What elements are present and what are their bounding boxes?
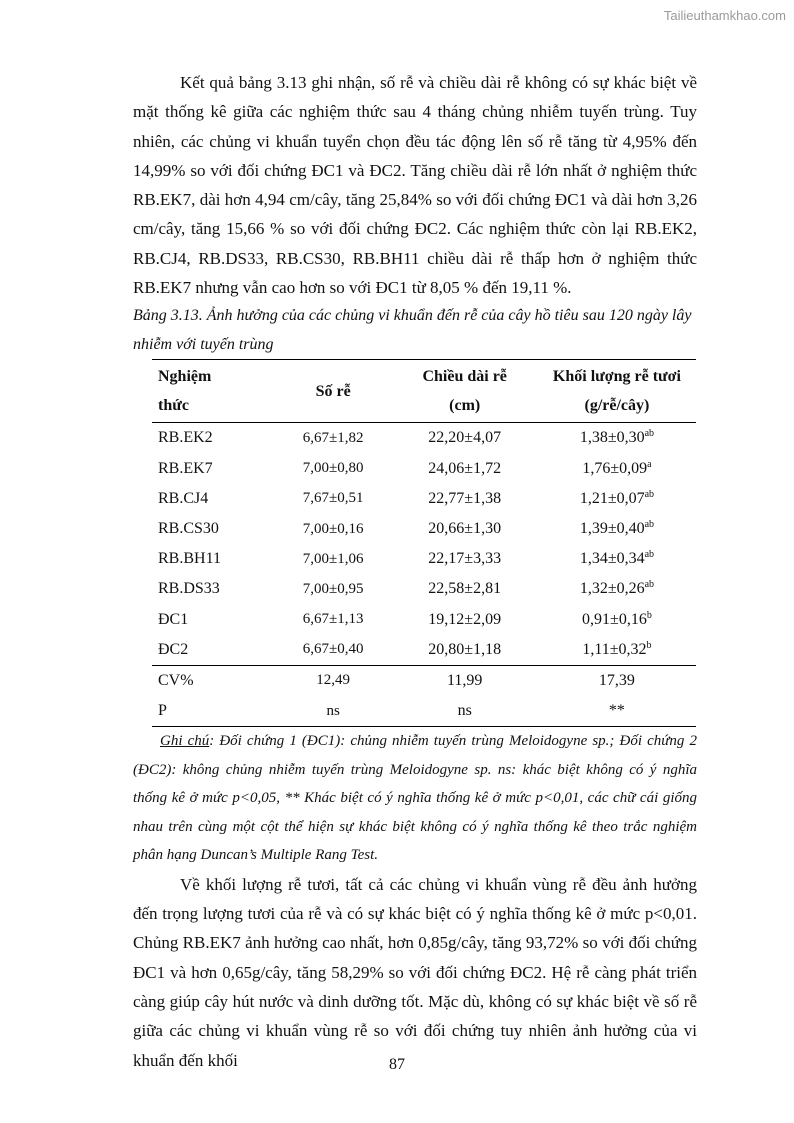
table-row [152, 423, 696, 454]
significance-letter: ab [644, 488, 655, 500]
cell-root-count: 6,67±1,82 [302, 429, 364, 446]
page-number: 87 [389, 1056, 405, 1073]
row-name: RB.EK7 [158, 459, 213, 477]
p-label: P [152, 696, 275, 727]
table-row [152, 454, 696, 484]
significance-letter: ab [644, 549, 655, 561]
page-content [133, 68, 697, 1075]
watermark: Tailieuthamkhao.com [663, 8, 786, 23]
row-name: RB.BH11 [158, 550, 221, 568]
table-row [152, 514, 696, 544]
cell-root-weight: 1,76±0,09$^a$ [582, 458, 652, 477]
row-name: RB.CS30 [158, 520, 219, 538]
table-row [152, 544, 696, 574]
significance-letter: ab [644, 428, 655, 440]
cv-row [152, 665, 696, 696]
cv-root-count: 12,49 [316, 672, 351, 689]
cell-root-weight: 1,21±0,07$^{ab}$ [579, 488, 655, 507]
row-name: RB.CJ4 [158, 489, 209, 507]
significance-letter: a [647, 458, 652, 470]
significance-letter: ab [644, 519, 655, 531]
cell-root-count: 6,67±0,40 [275, 635, 392, 666]
p-root-count: ns [275, 696, 392, 727]
row-name: ĐC2 [152, 635, 275, 666]
cell-root-weight: 1,32±0,26$^{ab}$ [579, 579, 655, 598]
table-header-row [152, 360, 696, 423]
p-row [152, 696, 696, 727]
p-root-weight: ** [538, 696, 696, 727]
cell-root-count: 7,00±1,06 [302, 550, 364, 567]
cell-root-length: 20,66±1,30 [428, 520, 502, 538]
header-root-weight: Khối lượng rễ tươi (g/rễ/cây) [538, 360, 696, 423]
row-name: RB.DS33 [158, 580, 220, 598]
table-caption: Bảng 3.13. Ảnh hưởng của các chủng vi khuẩn đến rễ của cây hồ tiêu sau 120 ngày lây nhiễm với tuyến trùng [133, 307, 692, 353]
cell-root-length: 22,20±4,07 [428, 429, 502, 447]
header-root-count: Số rễ [275, 360, 392, 423]
cell-root-count: 7,00±0,95 [302, 580, 364, 597]
paragraph-results-roots: Kết quả bảng 3.13 ghi nhận, số rễ và chiều dài rễ không có sự khác biệt về mặt thống kê giữa các nghiệm thức sau 4 tháng chủng nhiễm tuyến trùng. Tuy nhiên, các chủng vi khuẩn tuyển chọn đều tác động lên số rễ tăng từ 4,95% đến 14,99% so với đối chứng ĐC1 và ĐC2. Tăng chiều dài rễ lớn nhất ở nghiệm thức RB.EK7, dài hơn 4,94 cm/cây, tăng 25,84% so với đối chứng ĐC1 và dài hơn 3,26 cm/cây, tăng 15,66 % so với đối chứng ĐC2. Các nghiệm thức còn lại RB.EK2, RB.CJ4, RB.DS33, RB.CS30, RB.BH11 chiều dài rễ thấp hơn ở nghiệm thức RB.EK7 nhưng vẫn cao hơn so với ĐC1 từ 8,05 % đến 19,11 %. [133, 73, 697, 298]
cell-root-length: 22,17±3,33 [428, 550, 502, 568]
cell-root-count: 7,00±0,80 [302, 460, 364, 477]
note-label: Ghi chú [160, 733, 210, 750]
table-row [152, 605, 696, 635]
cell-root-weight: 1,34±0,34$^{ab}$ [579, 549, 655, 568]
cell-root-length: 20,80±1,18 [392, 635, 538, 666]
cell-root-count: 7,67±0,51 [302, 490, 364, 507]
row-name: ĐC1 [158, 610, 189, 628]
cell-root-weight: 1,38±0,30$^{ab}$ [579, 428, 655, 447]
cell-root-length: 24,06±1,72 [428, 459, 502, 477]
significance-letter: b [646, 639, 652, 651]
cv-root-length: 11,99 [446, 671, 483, 689]
cell-root-count: 7,00±0,16 [302, 520, 364, 537]
paragraph-root-weight: Về khối lượng rễ tươi, tất cả các chủng vi khuẩn vùng rễ đều ảnh hưởng đến trọng lượng tươi của rễ và có sự khác biệt có ý nghĩa thống kê ở mức p<0,01. Chủng RB.EK7 ảnh hưởng cao nhất, hơn 0,85g/cây, tăng 93,72% so với đối chứng ĐC1 và hơn 0,65g/cây, tăng 58,29% so với đối chứng ĐC2. Hệ rễ càng phát triển càng giúp cây hút nước và dinh dưỡng tốt. Mặc dù, không có sự khác biệt về số rễ giữa các chủng vi khuẩn vùng rễ so với đối chứng tuy nhiên ảnh hưởng của vi khuẩn đến khối [133, 874, 697, 1070]
table-body [152, 423, 696, 727]
cell-root-count: 6,67±1,13 [302, 611, 364, 628]
header-root-length: Chiều dài rễ (cm) [392, 360, 538, 423]
cell-root-weight: 0,91±0,16$^b$ [582, 609, 652, 628]
cell-root-weight: 1,39±0,40$^{ab}$ [579, 519, 655, 538]
p-root-length: ns [392, 696, 538, 727]
table-row [152, 635, 696, 666]
row-name: RB.EK2 [158, 429, 213, 447]
table-row [152, 484, 696, 514]
table-note [133, 727, 697, 870]
note-text: : Đối chứng 1 (ĐC1): chủng nhiễm tuyến trùng Meloidogyne sp.; Đối chứng 2 (ĐC2): không chủng nhiễm tuyến trùng Meloidogyne sp. ns: khác biệt không có ý nghĩa thống kê ở mức p<0,05, ** Khác biệt có ý nghĩa thống kê ở mức p<0,01, các chữ cái giống nhau trên cùng một cột thể hiện sự khác biệt không có ý nghĩa thống kê theo trắc nghiệm phân hạng Duncan’s Multiple Rang Test. [133, 733, 697, 864]
cell-root-length: 22,77±1,38 [428, 489, 502, 507]
data-table [152, 359, 696, 727]
significance-letter: b [646, 609, 652, 621]
significance-letter: ab [644, 579, 655, 591]
table-row [152, 574, 696, 604]
cell-root-length: 19,12±2,09 [428, 610, 502, 628]
cell-root-length: 22,58±2,81 [428, 580, 502, 598]
header-treatment: Nghiệm thức [152, 360, 275, 423]
cv-label: CV% [158, 671, 194, 689]
cell-root-weight: 1,11±0,32$^b$ [538, 635, 696, 666]
cv-root-weight: 17,39 [598, 671, 635, 689]
